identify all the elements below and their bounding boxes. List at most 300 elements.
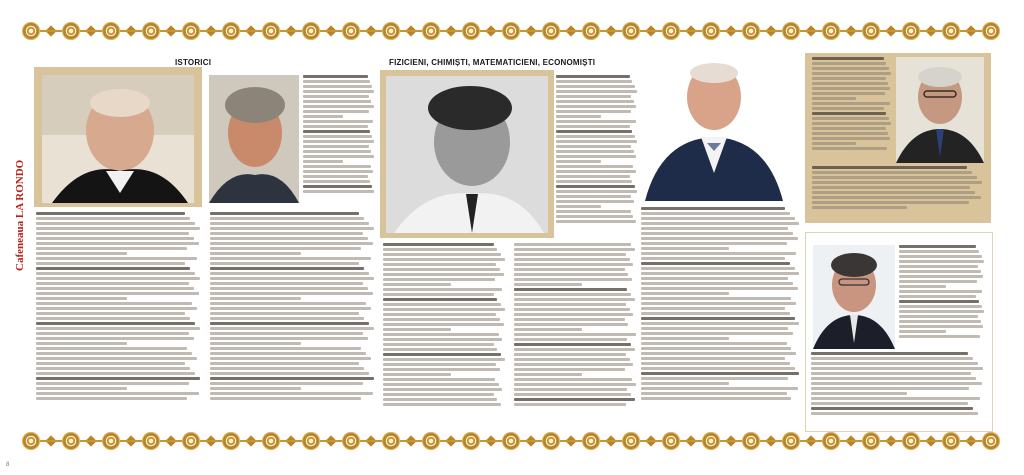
text-line <box>641 312 790 315</box>
text-line <box>36 287 194 290</box>
border-link <box>720 440 742 442</box>
text-line <box>210 367 364 370</box>
border-link <box>160 30 182 32</box>
text-line <box>811 412 978 415</box>
text-line <box>36 262 185 265</box>
text-line <box>811 372 971 375</box>
text-line <box>383 368 500 371</box>
text-line <box>383 358 505 361</box>
text-line <box>383 308 505 311</box>
text-line <box>383 383 499 386</box>
portrait-historian-1 <box>42 75 194 203</box>
text-line <box>210 327 374 330</box>
text-line <box>36 367 190 370</box>
text-line <box>36 342 127 345</box>
text-column <box>210 212 376 402</box>
text-line <box>556 215 633 218</box>
text-line <box>383 258 505 261</box>
text-line <box>899 325 983 328</box>
text-line <box>514 363 633 366</box>
text-line <box>210 212 359 215</box>
text-line <box>210 287 368 290</box>
border-rosette <box>942 22 960 40</box>
border-rosette <box>822 22 840 40</box>
text-line <box>514 333 636 336</box>
portrait-historian-2 <box>209 75 299 203</box>
border-rosette <box>382 22 400 40</box>
text-line <box>210 392 373 395</box>
text-line <box>641 352 796 355</box>
border-link <box>840 440 862 442</box>
text-line <box>641 382 729 385</box>
ornamental-border-bottom <box>22 431 1002 451</box>
text-line <box>383 298 497 301</box>
text-line <box>641 337 729 340</box>
text-line <box>383 273 504 276</box>
text-line <box>514 263 633 266</box>
text-line <box>556 185 635 188</box>
text-line <box>556 90 637 93</box>
border-rosette <box>462 432 480 450</box>
text-line <box>641 262 790 265</box>
text-line <box>514 293 631 296</box>
border-link <box>200 440 222 442</box>
border-link <box>360 440 382 442</box>
border-link <box>240 30 262 32</box>
text-line <box>210 312 359 315</box>
text-column <box>556 75 638 225</box>
text-line <box>303 80 370 83</box>
border-link <box>240 440 262 442</box>
text-line <box>210 252 301 255</box>
text-line <box>210 317 364 320</box>
text-line <box>514 338 627 341</box>
portrait-scientist-4 <box>896 57 984 163</box>
text-line <box>899 310 984 313</box>
text-line <box>303 170 373 173</box>
text-line <box>641 397 791 400</box>
text-line <box>812 191 975 194</box>
border-rosette <box>942 432 960 450</box>
border-rosette <box>662 432 680 450</box>
text-line <box>383 263 496 266</box>
text-line <box>514 253 626 256</box>
text-line <box>514 348 635 351</box>
text-line <box>899 245 976 248</box>
portrait-scientist-5 <box>813 245 895 349</box>
border-rosette <box>662 22 680 40</box>
border-rosette <box>542 432 560 450</box>
text-line <box>812 196 981 199</box>
text-line <box>812 112 886 115</box>
text-line <box>210 347 361 350</box>
text-line <box>812 186 970 189</box>
page-number: 8 <box>6 462 10 468</box>
text-line <box>641 387 798 390</box>
text-line <box>812 87 890 90</box>
text-line <box>812 171 972 174</box>
border-rosette <box>742 432 760 450</box>
text-column <box>812 166 984 211</box>
text-line <box>210 257 371 260</box>
text-line <box>811 407 973 410</box>
border-rosette <box>342 432 360 450</box>
text-line <box>556 200 634 203</box>
text-line <box>812 72 891 75</box>
text-line <box>641 327 788 330</box>
border-rosette <box>102 22 120 40</box>
text-line <box>303 185 372 188</box>
border-link <box>480 440 502 442</box>
text-line <box>811 367 983 370</box>
text-line <box>36 257 197 260</box>
text-line <box>210 227 374 230</box>
text-line <box>812 132 888 135</box>
border-rosette <box>582 432 600 450</box>
border-rosette <box>862 432 880 450</box>
article-scientist-4-intro <box>812 57 892 161</box>
text-line <box>210 282 363 285</box>
border-rosette <box>22 432 40 450</box>
border-rosette <box>782 22 800 40</box>
text-line <box>303 130 370 133</box>
text-line <box>899 250 979 253</box>
text-line <box>303 150 371 153</box>
text-line <box>556 130 632 133</box>
portrait-scientist-2 <box>641 53 787 201</box>
border-rosette <box>422 22 440 40</box>
text-line <box>811 397 980 400</box>
text-line <box>36 392 199 395</box>
text-line <box>36 242 199 245</box>
text-line <box>36 347 187 350</box>
text-line <box>303 110 369 113</box>
text-line <box>899 275 983 278</box>
text-line <box>556 170 636 173</box>
border-link <box>80 440 102 442</box>
text-line <box>641 392 787 395</box>
border-rosette <box>582 22 600 40</box>
border-link <box>280 30 302 32</box>
text-line <box>303 165 371 168</box>
text-line <box>514 283 582 286</box>
text-line <box>812 102 890 105</box>
text-line <box>36 362 185 365</box>
text-line <box>36 352 192 355</box>
text-line <box>899 285 946 288</box>
text-line <box>556 155 636 158</box>
text-line <box>641 237 798 240</box>
border-link <box>520 30 542 32</box>
text-line <box>514 303 626 306</box>
portrait-scientist-1 <box>386 76 548 233</box>
text-line <box>556 210 631 213</box>
text-line <box>899 335 980 338</box>
text-line <box>210 237 368 240</box>
text-line <box>641 307 785 310</box>
border-rosette <box>622 22 640 40</box>
text-line <box>514 378 632 381</box>
text-line <box>210 332 363 335</box>
text-line <box>556 175 630 178</box>
text-line <box>36 332 189 335</box>
text-line <box>899 305 982 308</box>
border-rosette <box>342 22 360 40</box>
text-line <box>36 227 200 230</box>
text-line <box>36 252 127 255</box>
text-line <box>812 92 885 95</box>
border-link <box>880 440 902 442</box>
border-rosette <box>302 432 320 450</box>
text-line <box>210 342 301 345</box>
text-line <box>514 373 582 376</box>
text-line <box>514 313 633 316</box>
text-line <box>899 300 979 303</box>
text-line <box>811 387 969 390</box>
text-line <box>303 190 374 193</box>
text-line <box>641 322 799 325</box>
text-line <box>812 62 886 65</box>
border-link <box>480 30 502 32</box>
text-line <box>514 278 632 281</box>
text-line <box>210 297 301 300</box>
text-line <box>899 265 978 268</box>
text-line <box>36 237 194 240</box>
text-line <box>210 267 364 270</box>
text-line <box>383 373 451 376</box>
text-line <box>556 195 631 198</box>
text-line <box>514 258 630 261</box>
text-line <box>210 397 361 400</box>
text-line <box>641 377 788 380</box>
text-line <box>811 362 978 365</box>
text-line <box>210 337 368 340</box>
text-line <box>811 352 968 355</box>
border-rosette <box>182 432 200 450</box>
text-line <box>641 372 799 375</box>
border-rosette <box>502 432 520 450</box>
border-link <box>680 440 702 442</box>
border-rosette <box>222 22 240 40</box>
text-line <box>641 347 791 350</box>
border-rosette <box>142 432 160 450</box>
text-line <box>812 57 884 60</box>
text-line <box>514 323 628 326</box>
border-link <box>160 440 182 442</box>
border-link <box>520 440 542 442</box>
text-line <box>899 270 981 273</box>
text-line <box>210 272 369 275</box>
border-rosette <box>422 432 440 450</box>
text-column <box>514 243 637 408</box>
text-column <box>899 245 985 340</box>
text-column <box>641 207 801 402</box>
text-line <box>641 357 785 360</box>
text-line <box>641 342 787 345</box>
text-column <box>383 243 506 408</box>
text-line <box>36 272 195 275</box>
border-rosette <box>982 432 1000 450</box>
border-link <box>840 30 862 32</box>
border-link <box>560 30 582 32</box>
border-rosette <box>262 432 280 450</box>
text-column <box>811 352 985 417</box>
text-line <box>556 105 636 108</box>
text-line <box>303 120 373 123</box>
text-line <box>514 308 630 311</box>
border-link <box>600 440 622 442</box>
border-link <box>920 440 942 442</box>
text-line <box>210 232 363 235</box>
text-line <box>210 382 363 385</box>
text-column <box>812 57 892 152</box>
border-link <box>720 30 742 32</box>
text-line <box>383 338 502 341</box>
border-link <box>400 440 422 442</box>
text-line <box>812 117 889 120</box>
text-line <box>383 333 499 336</box>
text-line <box>383 323 504 326</box>
text-line <box>383 403 501 406</box>
text-line <box>210 292 373 295</box>
text-line <box>556 135 635 138</box>
text-line <box>383 363 496 366</box>
border-rosette <box>622 432 640 450</box>
border-link <box>760 30 782 32</box>
text-line <box>641 247 729 250</box>
text-line <box>36 222 195 225</box>
border-rosette <box>542 22 560 40</box>
border-link <box>440 30 462 32</box>
text-line <box>556 165 633 168</box>
article-historian-2-intro <box>303 75 375 203</box>
text-line <box>36 292 199 295</box>
text-line <box>383 303 501 306</box>
border-link <box>40 440 62 442</box>
ornamental-border-top <box>22 21 1002 41</box>
text-line <box>812 67 889 70</box>
border-link <box>40 30 62 32</box>
text-line <box>899 330 946 333</box>
text-line <box>641 212 790 215</box>
text-line <box>811 402 968 405</box>
text-line <box>303 90 374 93</box>
border-rosette <box>902 22 920 40</box>
text-line <box>36 327 200 330</box>
border-link <box>600 30 622 32</box>
text-line <box>303 145 369 148</box>
text-line <box>812 201 969 204</box>
article-scientist-4-text <box>812 166 984 220</box>
text-line <box>899 280 977 283</box>
text-line <box>383 393 494 396</box>
text-line <box>514 343 631 346</box>
text-line <box>556 95 631 98</box>
border-rosette <box>782 432 800 450</box>
text-line <box>210 372 369 375</box>
text-line <box>899 290 982 293</box>
text-line <box>641 227 788 230</box>
text-line <box>383 328 451 331</box>
text-line <box>514 383 636 386</box>
border-link <box>120 440 142 442</box>
text-line <box>383 278 495 281</box>
text-line <box>641 367 795 370</box>
text-line <box>383 398 497 401</box>
text-line <box>303 75 368 78</box>
text-line <box>36 387 127 390</box>
text-line <box>36 297 127 300</box>
text-line <box>641 282 793 285</box>
text-line <box>899 255 982 258</box>
text-line <box>514 368 625 371</box>
border-rosette <box>902 432 920 450</box>
border-link <box>800 440 822 442</box>
border-link <box>920 30 942 32</box>
border-rosette <box>502 22 520 40</box>
text-line <box>641 257 785 260</box>
article-scientist-1-intro <box>556 75 638 237</box>
text-line <box>303 115 343 118</box>
text-line <box>899 315 978 318</box>
text-line <box>641 232 793 235</box>
border-rosette <box>822 432 840 450</box>
text-line <box>210 357 371 360</box>
text-line <box>383 313 496 316</box>
text-line <box>36 282 189 285</box>
text-line <box>36 312 185 315</box>
text-line <box>303 85 372 88</box>
text-line <box>303 95 369 98</box>
text-line <box>36 247 187 250</box>
text-line <box>383 353 501 356</box>
text-line <box>210 352 366 355</box>
text-line <box>36 217 190 220</box>
text-line <box>514 288 627 291</box>
border-link <box>360 30 382 32</box>
text-line <box>210 302 366 305</box>
text-line <box>556 110 631 113</box>
text-line <box>210 387 301 390</box>
text-line <box>36 267 190 270</box>
text-line <box>210 262 359 265</box>
magazine-logo <box>6 159 28 275</box>
text-line <box>383 248 497 251</box>
text-line <box>641 317 795 320</box>
text-line <box>514 273 628 276</box>
article-scientist-1-text <box>383 243 637 426</box>
text-line <box>210 247 361 250</box>
text-line <box>514 403 626 406</box>
text-line <box>641 332 793 335</box>
text-line <box>556 100 634 103</box>
text-line <box>36 397 187 400</box>
text-line <box>812 206 907 209</box>
text-line <box>210 322 369 325</box>
text-line <box>811 377 976 380</box>
text-line <box>556 85 635 88</box>
border-rosette <box>702 432 720 450</box>
text-line <box>383 268 500 271</box>
text-line <box>812 137 890 140</box>
text-line <box>641 252 796 255</box>
section-heading-historians: ISTORICI <box>175 58 212 67</box>
border-link <box>200 30 222 32</box>
text-line <box>36 322 195 325</box>
text-line <box>514 398 635 401</box>
article-scientist-5-text <box>811 352 985 426</box>
text-line <box>899 295 976 298</box>
